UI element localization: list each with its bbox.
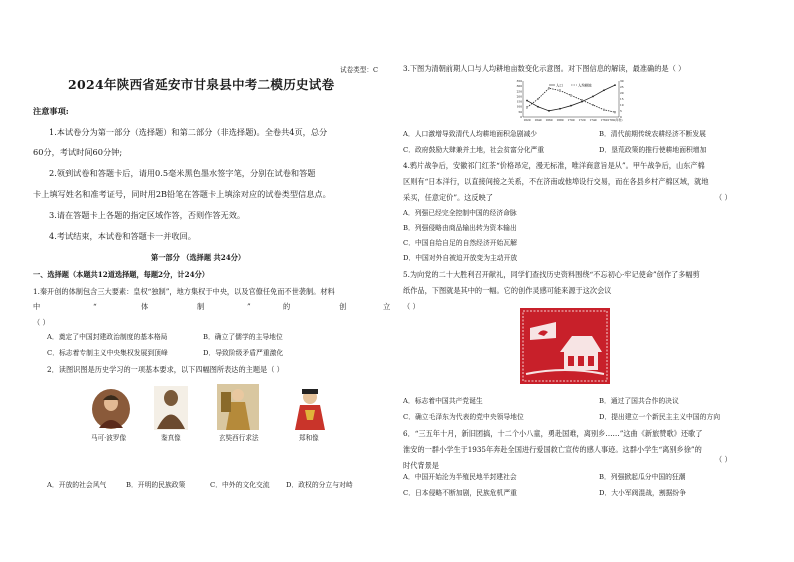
y-right-tick-label: 30 — [620, 79, 624, 83]
q3-option-c: C．政府鼓励大肆兼并土地，社会贫富分化严重 — [403, 146, 545, 154]
population-point — [537, 106, 539, 108]
note-2a: 2.领到试卷和答题卡后，请用0.5毫米黑色墨水签字笔，分别在试卷和答题 — [49, 168, 316, 178]
page-title: 2024年陕西省延安市甘泉县中考二模历史试卷 — [68, 77, 335, 92]
caption-marco-polo: 马可·波罗像 — [91, 434, 127, 442]
q1-spread-6: 创 — [339, 302, 347, 311]
q6-stem-2: 淮安的一群小学生于1935年奔赴全国进行爱国救亡宣传的感人事迹。这群小学生“离别乡徐”的 — [403, 445, 702, 454]
y-left-tick-label: 200 — [516, 94, 522, 99]
y-right-tick-label: 0 — [620, 115, 622, 119]
x-tick-label: 1760 — [600, 118, 608, 122]
y-right-tick-label: 10 — [620, 103, 624, 107]
farmland-point — [537, 98, 539, 100]
y-left-tick-label: 150 — [516, 99, 522, 104]
q3-option-d: D．垦荒政策的推行使耕地面积增加 — [599, 146, 707, 154]
xuanzang-painting — [217, 384, 259, 430]
q5-option-a: A．标志着中国共产党诞生 — [403, 397, 483, 405]
x-tick-label: 1720 — [578, 118, 586, 122]
section1-heading: 一、选择题（本题共12道选择题，每题2分，计24分） — [33, 270, 209, 279]
chart-legend — [549, 83, 592, 88]
q5-stem-2: 纸作品，下图就是其中的一幅。它的创作灵感可能来源于这次会议 — [403, 286, 612, 295]
q1-spread-3: 制 — [197, 302, 205, 311]
note-1b: 60分，考试时间60分钟; — [33, 147, 123, 157]
q2-option-d: D．政权的分立与对峙 — [286, 481, 353, 489]
farmland-point — [526, 107, 528, 109]
q6-stem-3: 时代背景是 — [403, 461, 439, 470]
zheng-he-portrait — [291, 386, 329, 430]
population-point — [548, 110, 550, 112]
q2-option-a: A．开放的社会风气 — [47, 481, 107, 489]
q2-option-c: C．中外的文化交流 — [210, 481, 270, 489]
q4-option-d: D．中国对外自被迫开放变为主动开放 — [403, 254, 518, 262]
q1-spread-5: 的 — [283, 302, 291, 311]
legend-farmland: 人均耕地 — [578, 83, 592, 88]
q1-option-a: A．奠定了中国封建政治制度的基本格局 — [47, 333, 168, 341]
q6-stem-1: 6．“三五年十月，新旧团搞，十二个小八童，勇赴国难，离别乡……”这曲《新旅赞歌》还歌了 — [403, 429, 703, 438]
y-right-tick-label: 15 — [620, 97, 624, 101]
x-tick-label: 1740 — [589, 118, 597, 122]
x-tick-label: 1780(年份) — [607, 118, 623, 122]
population-point — [559, 108, 561, 110]
caption-zheng-he: 郑和像 — [299, 434, 319, 442]
jianzhen-statue — [154, 386, 188, 430]
q6-paren: （ ） — [715, 455, 732, 464]
q5-option-b: B．通过了国共合作的决议 — [599, 397, 679, 405]
q4-option-c: C．中国自给自足的自然经济开始瓦解 — [403, 239, 517, 247]
x-tick-label: 1660 — [545, 118, 553, 122]
q1-option-d: D．导致阶级矛盾严重激化 — [203, 349, 284, 357]
population-point — [526, 100, 528, 102]
x-tick-label: 1700 — [567, 118, 575, 122]
q3-option-a: A．人口激增导致清代人均耕地面积急剧减少 — [403, 130, 538, 138]
q1-spread-2: 体 — [141, 302, 149, 311]
q1-spread-0: 中 — [33, 302, 41, 311]
note-2b: 卡上填写姓名和准考证号，同时用2B铅笔在答题卡上填涂对应的试卷类型信息点。 — [33, 189, 331, 199]
papercut-artwork — [520, 308, 610, 384]
q3-option-b: B．清代前期传统农耕经济不断发展 — [599, 130, 706, 138]
q5-option-c: C．确立毛泽东为代表的党中央领导地位 — [403, 413, 524, 421]
note-4: 4.考试结束，本试卷和答题卡一并收回。 — [49, 231, 196, 241]
q5-paren: （ ） — [403, 302, 420, 311]
y-left-tick-label: 100 — [516, 104, 522, 109]
q4-stem-1: 4.鸦片战争后，安徽祁门红茶“价格昂定，漫无标准，唯洋商意旨是从”。甲午战争后，山东产棉 — [403, 161, 705, 170]
y-left-tick-label: 350 — [516, 79, 522, 83]
y-left-tick-label: 50 — [518, 109, 522, 114]
legend-population: 人口 — [556, 83, 563, 88]
q1-spread-1: “ — [93, 302, 97, 311]
q6-option-c: C．日本侵略不断加剧，民族危机严重 — [403, 489, 517, 497]
q6-option-d: D．大小军阀混战，割据纷争 — [599, 489, 687, 497]
q4-option-b: B．列强侵略由商品输出转为资本输出 — [403, 224, 517, 232]
y-right-tick-label: 20 — [620, 91, 624, 95]
y-left-tick-label: 250 — [516, 89, 522, 94]
caption-xuanzang: 玄奘西行求法 — [219, 434, 259, 442]
q2-stem: 2．读图识图是历史学习的一项基本要求，以下四幅图所表达的主题是（ ） — [47, 365, 284, 374]
notes-heading: 注意事项: — [33, 106, 69, 116]
x-tick-label: 1640 — [534, 118, 542, 122]
series-population-line — [527, 85, 615, 111]
caption-jianzhen: 鉴真像 — [161, 434, 181, 442]
y-right-tick-label: 25 — [620, 85, 624, 89]
exam-type: 试卷类型：C — [340, 66, 379, 74]
q4-paren: （ ） — [715, 193, 732, 202]
note-1a: 1.本试卷分为第一部分（选择题）和第二部分（非选择题)。全卷共4页，总分 — [49, 127, 328, 137]
q6-option-a: A．中国开始沦为半殖民地半封建社会 — [403, 473, 517, 481]
q3-stem: 3.下图为清朝前期人口与人均耕地亩数变化示意图。对下图信息的解读，最准确的是（ ） — [403, 64, 686, 73]
q1-option-c: C．标志着专制主义中央集权发展到顶峰 — [47, 349, 168, 357]
farmland-point — [581, 99, 583, 101]
q1-spread-7: 立 — [383, 302, 391, 311]
farmland-point — [603, 109, 605, 111]
y-right-ticks — [620, 79, 624, 119]
marco-polo-portrait — [91, 388, 131, 430]
population-point — [570, 105, 572, 107]
y-left-ticks — [517, 79, 523, 119]
farmland-point — [548, 87, 550, 89]
population-point — [592, 96, 594, 98]
y-left-tick-label: 300 — [516, 84, 522, 89]
farmland-point — [614, 111, 616, 113]
q1-spread-4: ” — [247, 302, 251, 311]
q2-option-b: B．开明的民族政策 — [126, 481, 186, 489]
x-tick-label: 1620 — [523, 118, 531, 122]
q4-option-a: A．列强已经完全控制中国的经济命脉 — [403, 209, 517, 217]
x-ticks — [523, 118, 622, 122]
q1-option-b: B．确立了儒学的主导地位 — [203, 333, 283, 341]
q4-stem-2: 区则有“日本洋行，以直接间接之关系，不在济南或他埠设行交易，而在各县乡村产棉区域，就地 — [403, 177, 709, 186]
q5-option-d: D．提出建立一个新民主主义中国的方向 — [599, 413, 720, 421]
population-point — [603, 89, 605, 91]
farmland-point — [570, 95, 572, 97]
y-right-tick-label: 5 — [620, 109, 622, 113]
q6-option-b: B．列强掀起瓜分中国的狂潮 — [599, 473, 686, 481]
farmland-point — [559, 90, 561, 92]
x-tick-label: 1680 — [556, 118, 564, 122]
q1-stem: 1.秦开创的体制包含三大要素：皇权“独制”，地方集权于中央，以及官僚任免而不世袭制。材料 — [33, 287, 335, 296]
y-left-tick-label: 0 — [520, 115, 522, 119]
population-chart — [509, 77, 633, 125]
farmland-point — [592, 104, 594, 106]
part1-heading: 第一部分 （选择题 共24分） — [151, 253, 246, 262]
note-3: 3.请在答题卡上各题的指定区域作答，否则作答无效。 — [49, 210, 246, 220]
q5-stem-1: 5.为向党的二十大胜利召开献礼，同学们查找历史资料围绕“不忘初心·牢记使命”创作了多幅剪 — [403, 270, 700, 279]
q4-stem-3: 采买，任意定价”。这反映了 — [403, 193, 493, 202]
population-point — [614, 84, 616, 86]
q1-paren: （ ） — [33, 318, 50, 327]
